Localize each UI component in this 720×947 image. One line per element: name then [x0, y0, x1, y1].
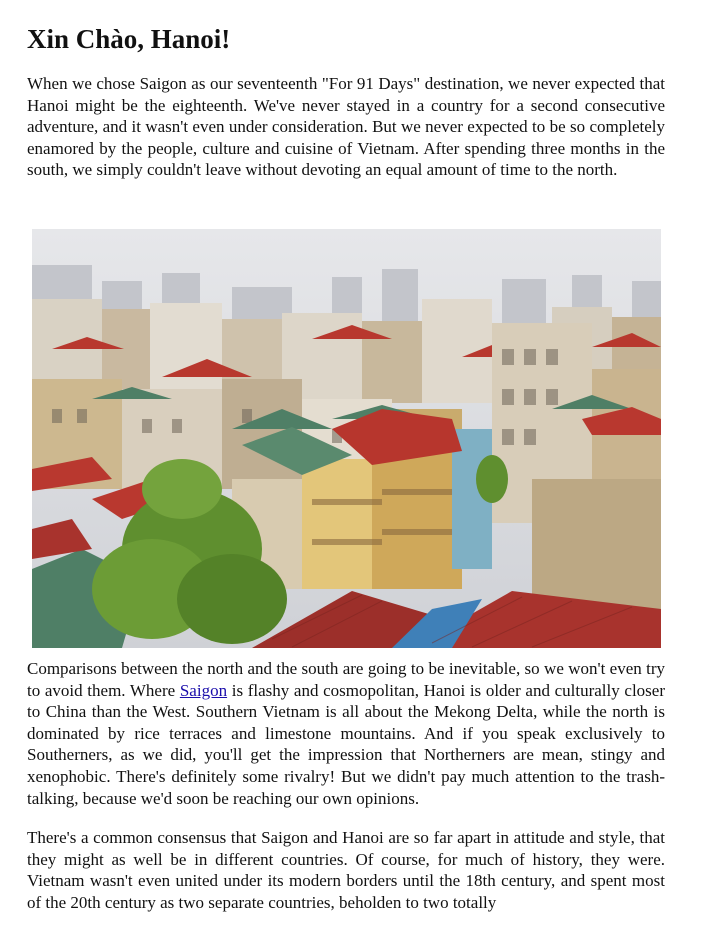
intro-paragraph: When we chose Saigon as our seventeenth "For 91 Days" destination, we never expected that Hanoi might be the eighteenth. We've never stayed in a country for a second consecutive adventure, and it wasn't even under consideration. But we never expected to be so completely enamored by the people, culture and cuisine of Vietnam. After spending three months in the south, we simply couldn't leave without devoting an equal amount of time to the north.: [27, 74, 665, 180]
city-rooftops-image: [32, 229, 661, 648]
article-title: Xin Chào, Hanoi!: [27, 24, 231, 54]
consensus-paragraph: There's a common consensus that Saigon and Hanoi are so far apart in attitude and style, that they might as well be in different countries. Of course, for much of history, they were. Vietnam wasn't even united under its modern borders until the 18th century, and spent most of the 20th century as two separate countries, beholden to two totally: [27, 828, 665, 912]
saigon-link[interactable]: Saigon: [179, 680, 228, 700]
hanoi-rooftops-photo: [32, 229, 661, 648]
comparison-text-start: Comparisons between the north and the south are going to be inevitable, so we won't even try to avoid them. Where: [27, 659, 665, 700]
comparison-text-end: is flashy and cosmopolitan, Hanoi is older and culturally closer to China than the West. Southern Vietnam is all about the Mekong Delta, while the north is dominated by rice terraces and limestone mountains. And if you speak exclusively to Southerners, as we did, you'll get the impression that Northerners are mean, stingy and xenophobic. There's definitely some rivalry! But we didn't pay much attention to the trash-talking, because we'd soon be reaching our own opinions.: [27, 680, 665, 808]
comparison-paragraph: [27, 658, 665, 809]
